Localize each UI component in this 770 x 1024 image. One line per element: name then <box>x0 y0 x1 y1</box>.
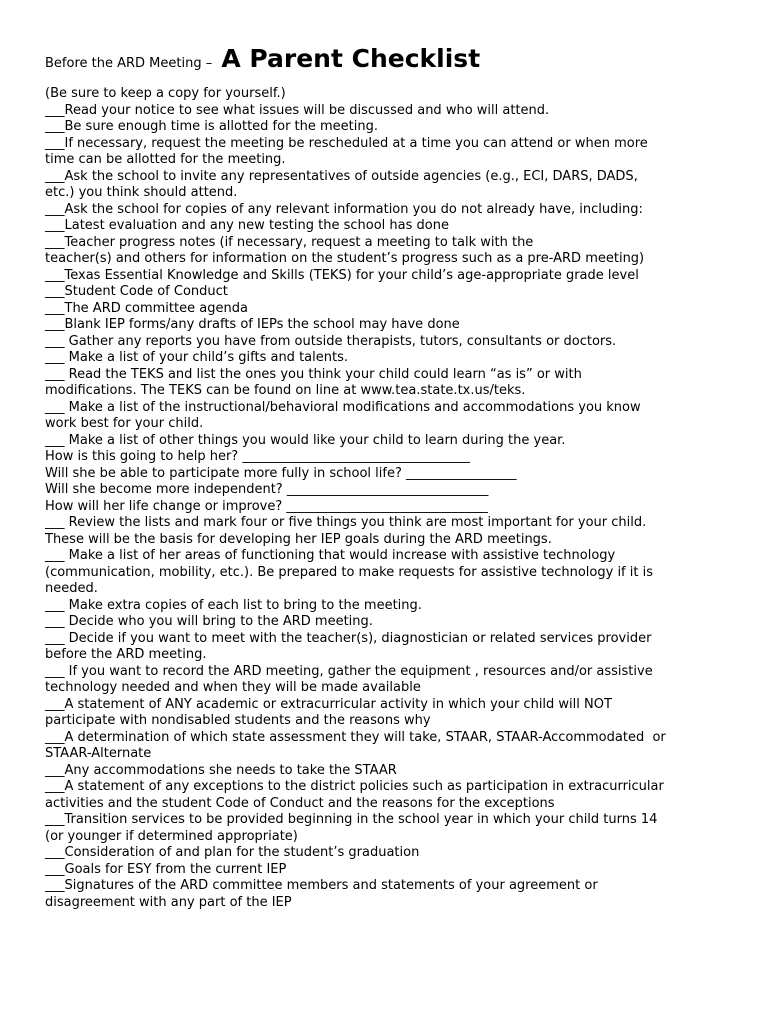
checklist-line: ___Any accommodations she needs to take the STAAR <box>45 762 397 778</box>
checklist-line: ___ Review the lists and mark four or five things you think are most important for your child. <box>45 515 647 530</box>
checklist-line: ___ Make a list of her areas of functioning that would increase with assistive technology <box>45 548 616 563</box>
page-subtitle: Before the ARD Meeting – <box>45 56 213 71</box>
checklist-line: ___ Read the TEKS and list the ones you think your child could learn “as is” or with <box>45 366 582 382</box>
checklist-line: ___Blank IEP forms/any drafts of IEPs the school may have done <box>45 317 460 332</box>
checklist-line: ___ Make a list of the instructional/behavioral modifications and accommodations you know <box>45 399 641 415</box>
checklist-line: ___ If you want to record the ARD meeting, gather the equipment , resources and/or assistive <box>45 663 653 679</box>
checklist-line: ___ Decide if you want to meet with the teacher(s), diagnostician or related services provider <box>45 630 652 646</box>
checklist-line: STAAR-Alternate <box>45 746 152 761</box>
checklist-line: ___Transition services to be provided beginning in the school year in which your child turns 14 <box>45 812 658 827</box>
checklist-line: ___If necessary, request the meeting be rescheduled at a time you can attend or when more <box>45 135 648 151</box>
checklist-line: (Be sure to keep a copy for yourself.) <box>45 86 286 101</box>
checklist-line: ___ Make a list of your child’s gifts and talents. <box>45 350 348 365</box>
checklist-line: ___Ask the school to invite any representatives of outside agencies (e.g., ECI, DARS, DADS, <box>45 168 638 184</box>
checklist-line: etc.) you think should attend. <box>45 185 238 200</box>
checklist-line: How is this going to help her? ___________________________________ <box>45 449 470 464</box>
checklist-line: ___A statement of ANY academic or extracurricular activity in which your child will NOT <box>45 696 612 712</box>
checklist-line: activities and the student Code of Conduct and the reasons for the exceptions <box>45 795 555 811</box>
checklist-lines <box>45 86 725 911</box>
checklist-line: ___Read your notice to see what issues will be discussed and who will attend. <box>45 102 550 118</box>
checklist-line: time can be allotted for the meeting. <box>45 152 286 167</box>
checklist-line: participate with nondisabled students and the reasons why <box>45 713 431 728</box>
checklist-line: Will she be able to participate more fully in school life? _________________ <box>45 465 517 481</box>
checklist-line: before the ARD meeting. <box>45 647 207 662</box>
checklist-line: (or younger if determined appropriate) <box>45 828 298 844</box>
checklist-line: ___Be sure enough time is allotted for the meeting. <box>45 119 379 134</box>
checklist-line: ___ Gather any reports you have from outside therapists, tutors, consultants or doctors. <box>45 333 617 349</box>
checklist-line: ___Student Code of Conduct <box>45 284 228 299</box>
checklist-line: work best for your child. <box>45 416 204 431</box>
checklist-page <box>45 44 725 911</box>
checklist-line: ___Goals for ESY from the current IEP <box>45 861 287 877</box>
checklist-line: ___Texas Essential Knowledge and Skills (TEKS) for your child’s age-appropriate grade level <box>45 267 639 283</box>
checklist-line: modifications. The TEKS can be found on line at www.tea.state.tx.us/teks. <box>45 383 526 398</box>
checklist-line: ___ Make a list of other things you would like your child to learn during the year. <box>45 432 566 448</box>
checklist-line: How will her life change or improve? _______________________________ <box>45 498 488 514</box>
checklist-line: ___Signatures of the ARD committee members and statements of your agreement or <box>45 878 598 893</box>
checklist-line: ___ Decide who you will bring to the ARD meeting. <box>45 614 373 629</box>
checklist-line: ___A determination of which state assessment they will take, STAAR, STAAR-Accommodated or <box>45 729 666 745</box>
checklist-line: (communication, mobility, etc.). Be prepared to make requests for assistive technology if it is <box>45 564 653 580</box>
checklist-line: ___Latest evaluation and any new testing the school has done <box>45 218 449 233</box>
header <box>45 44 725 86</box>
checklist-line: teacher(s) and others for information on the student’s progress such as a pre-ARD meeting) <box>45 251 645 266</box>
checklist-line: needed. <box>45 581 98 596</box>
page-title: A Parent Checklist <box>221 44 481 73</box>
checklist-line: ___A statement of any exceptions to the district policies such as participation in extracurricular <box>45 779 664 794</box>
checklist-line: ___Consideration of and plan for the student’s graduation <box>45 845 420 860</box>
checklist-line: disagreement with any part of the IEP <box>45 894 292 910</box>
checklist-line: ___Ask the school for copies of any relevant information you do not already have, including: <box>45 201 643 217</box>
checklist-line: ___ Make extra copies of each list to bring to the meeting. <box>45 597 422 613</box>
checklist-line: These will be the basis for developing her IEP goals during the ARD meetings. <box>45 531 552 547</box>
checklist-line: Will she become more independent? _______________________________ <box>45 482 489 497</box>
checklist-line: technology needed and when they will be made available <box>45 680 421 695</box>
checklist-line: ___The ARD committee agenda <box>45 300 248 316</box>
checklist-line: ___Teacher progress notes (if necessary, request a meeting to talk with the <box>45 234 534 250</box>
